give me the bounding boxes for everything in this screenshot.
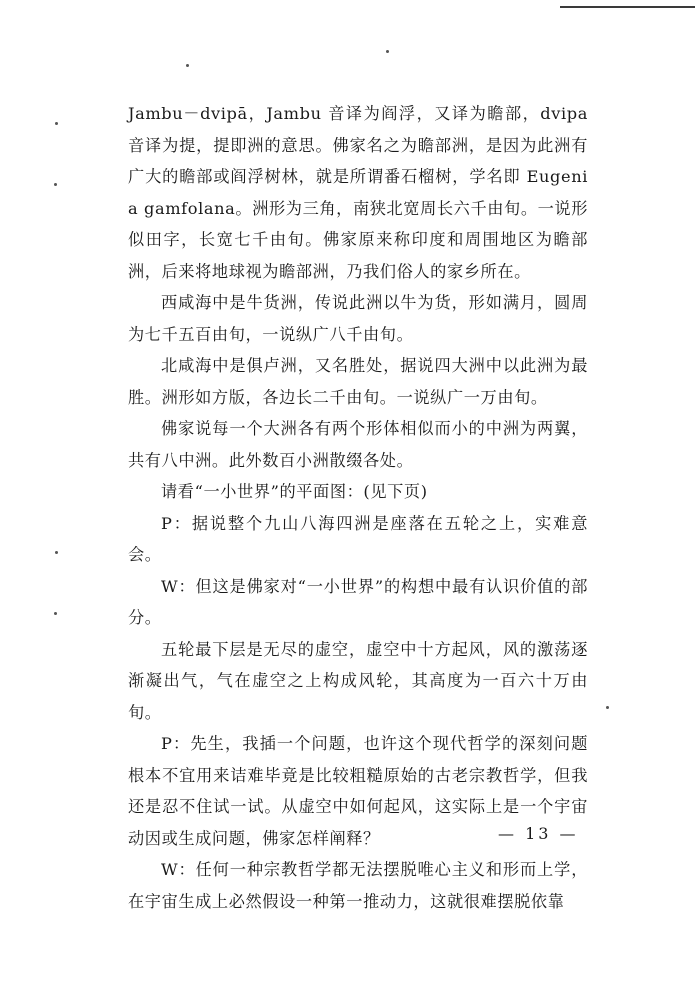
top-edge-rule — [560, 6, 695, 8]
paragraph: P：先生，我插一个问题，也许这个现代哲学的深刻问题根本不宜用来诘难毕竟是比较粗糙原始的古老宗教哲学，但我还是忍不住试一试。从虚空中如何起风，这实际上是一个宇宙动因或生成问题，佛家怎样阐释？ — [128, 734, 588, 848]
paragraph: W：但这是佛家对“一小世界”的构想中最有认识价值的部分。 — [128, 576, 588, 627]
paragraph: 请看“一小世界”的平面图：(见下页) — [161, 482, 428, 501]
paragraph: 五轮最下层是无尽的虚空，虚空中十方起风，风的激荡逐渐凝出气，气在虚空之上构成风轮，其高度为一百六十万由旬。 — [128, 639, 588, 722]
paragraph: 佛家说每一个大洲各有两个形体相似而小的中洲为两翼，共有八中洲。此外数百小洲散缀各处。 — [128, 419, 588, 470]
scan-speck — [606, 706, 609, 709]
paragraph: W：任何一种宗教哲学都无法摆脱唯心主义和形而上学，在宇宙生成上必然假设一种第一推动力，这就很难摆脱依靠 — [128, 860, 588, 911]
scan-speck — [386, 50, 389, 53]
scan-speck — [186, 64, 189, 67]
scan-speck — [54, 183, 57, 186]
scan-speck — [54, 612, 57, 615]
page-number: — 13 — — [498, 824, 579, 843]
scan-speck — [55, 122, 58, 125]
paragraph: 北咸海中是俱卢洲，又名胜处，据说四大洲中以此洲为最胜。洲形如方版，各边长二千由旬。一说纵广一万由旬。 — [128, 356, 588, 407]
paragraph: 西咸海中是牛货洲，传说此洲以牛为货，形如满月，圆周为七千五百由旬，一说纵广八千由旬。 — [128, 293, 588, 344]
paragraph: P：据说整个九山八海四洲是座落在五轮之上，实难意会。 — [128, 513, 588, 564]
scan-speck — [55, 551, 58, 554]
paragraph: Jambu－dvipā，Jambu 音译为阎浮，又译为瞻部，dvipa 音译为提，提即洲的意思。佛家名之为瞻部洲，是因为此洲有广大的瞻部或阎浮树林，就是所谓番石榴树，学名即 Eugenia gamfolana。洲形为三角，南狭北宽周长六千由旬。一说形似田字，长宽七千由旬。佛家原来称印度和周围地区为瞻部洲，后来将地球视为瞻部洲，乃我们俗人的家乡所在。 — [128, 104, 588, 281]
body-text — [128, 98, 588, 917]
